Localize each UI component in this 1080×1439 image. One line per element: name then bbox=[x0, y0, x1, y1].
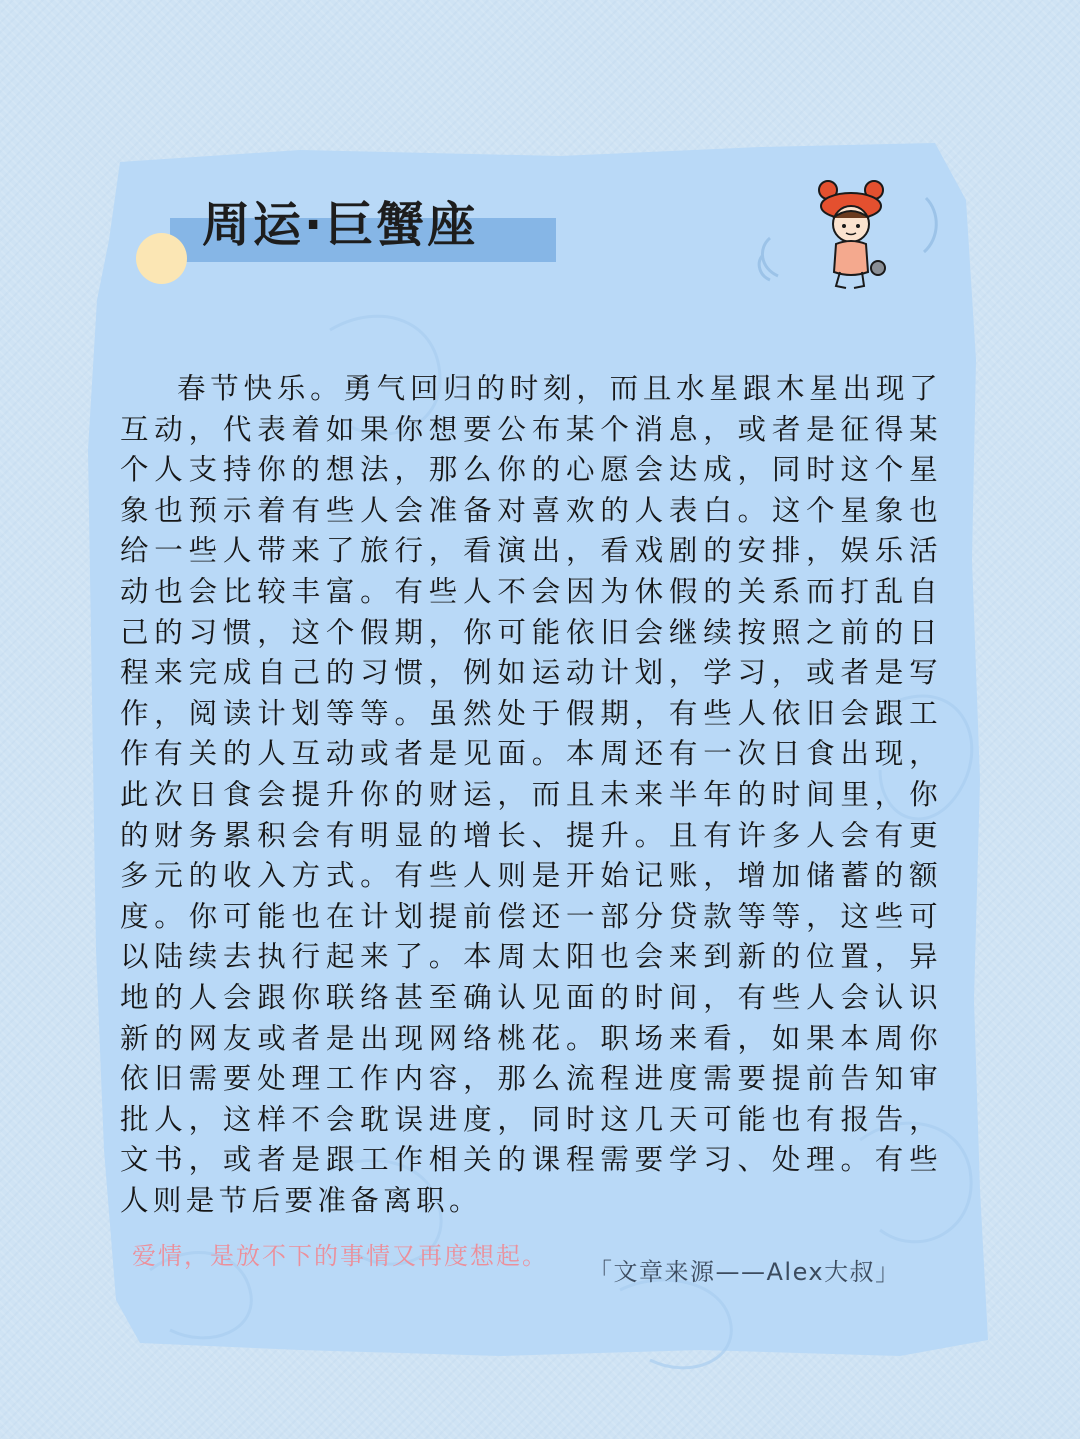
horoscope-body-text: 春节快乐。勇气回归的时刻，而且水星跟木星出现了互动，代表着如果你想要公布某个消息，或者是征得某个人支持你的想法，那么你的心愿会达成，同时这个星象也预示着有些人会准备对喜欢的人表白。这个星象也给一些人带来了旅行，看演出，看戏剧的安排，娱乐活动也会比较丰富。有些人不会因为休假的关系而打乱自己的习惯，这个假期，你可能依旧会继续按照之前的日程来完成自己的习惯，例如运动计划，学习，或者是写作，阅读计划等等。虽然处于假期，有些人依旧会跟工作有关的人互动或者是见面。本周还有一次日食出现，此次日食会提升你的财运，而且未来半年的时间里，你的财务累积会有明显的增长、提升。且有许多人会有更多元的收入方式。有些人则是开始记账，增加储蓄的额度。你可能也在计划提前偿还一部分贷款等等，这些可以陆续去执行起来了。本周太阳也会来到新的位置，异地的人会跟你联络甚至确认见面的时间，有些人会认识新的网友或者是出现网络桃花。职场来看，如果本周你依旧需要处理工作内容，那么流程进度需要提前告知审批人，这样不会耽误进度，同时这几天可能也有报告，文书，或者是跟工作相关的课程需要学习、处理。有些人则是节后要准备离职。 bbox=[120, 372, 942, 1217]
article-source-credit: 「文章来源——Alex大叔」 bbox=[588, 1258, 901, 1286]
love-summary-text: 爱情，是放不下的事情又再度想起。 bbox=[132, 1242, 548, 1270]
page-title: 周运·巨蟹座 bbox=[202, 197, 479, 253]
crab-hat-kid-icon bbox=[748, 168, 948, 298]
title-dot-decoration bbox=[136, 233, 187, 284]
